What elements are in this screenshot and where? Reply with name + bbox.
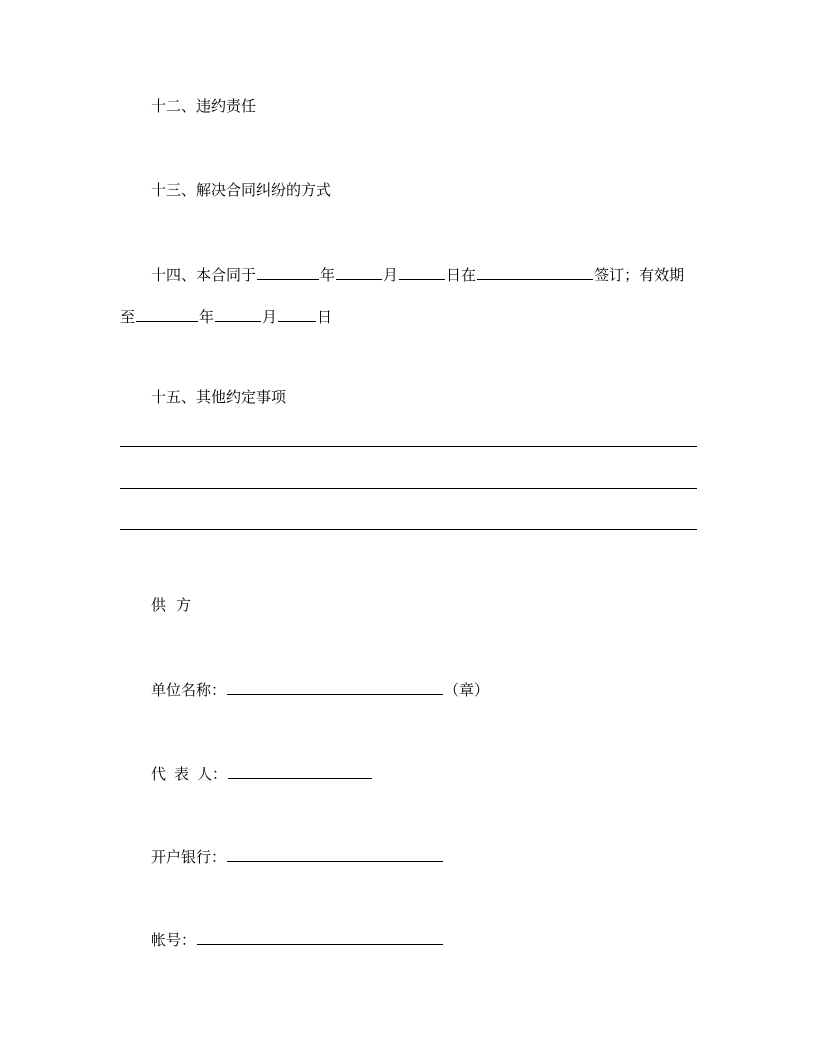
representative-field[interactable] — [228, 762, 372, 779]
sign-month-blank[interactable] — [336, 263, 382, 280]
rep-label-a: 代 — [151, 765, 167, 783]
clause-14-line-2 — [120, 305, 332, 325]
account-label: 帐号： — [151, 931, 197, 949]
sign-day-blank[interactable] — [399, 263, 445, 280]
clause-15 — [151, 387, 286, 407]
clause-14-line-1 — [151, 263, 684, 283]
valid-year-blank[interactable] — [136, 305, 198, 322]
valid-month-blank[interactable] — [215, 305, 261, 322]
clause-12-text: 十二、违约责任 — [151, 97, 257, 115]
clause-12 — [151, 96, 256, 116]
clause-14-prefix: 十四、本合同于 — [151, 266, 257, 284]
bank-field[interactable] — [227, 845, 443, 862]
day-at-label: 日在 — [446, 266, 477, 284]
clause-15-text: 十五、其他约定事项 — [151, 388, 287, 406]
until-label: 至 — [120, 308, 136, 326]
unit-name-label: 单位名称： — [151, 681, 227, 699]
month2-label: 月 — [262, 308, 278, 326]
seal-label: （章） — [444, 681, 490, 699]
year2-label: 年 — [199, 308, 215, 326]
sign-place-blank[interactable] — [477, 263, 593, 280]
supplier-heading-b: 方 — [176, 596, 192, 614]
unit-name-field[interactable] — [227, 678, 443, 695]
clause-13-text: 十三、解决合同纠纷的方式 — [151, 181, 332, 199]
valid-day-blank[interactable] — [278, 305, 316, 322]
bank-label: 开户银行： — [151, 848, 227, 866]
account-field[interactable] — [197, 928, 443, 945]
account-row — [151, 928, 444, 948]
month-label: 月 — [383, 266, 399, 284]
bank-row — [151, 845, 444, 865]
rep-label-b: 表 — [174, 765, 190, 783]
day2-label: 日 — [317, 308, 333, 326]
signed-valid-label: 签订；有效期 — [594, 266, 685, 284]
other-terms-line-2[interactable] — [120, 488, 697, 489]
supplier-heading-a: 供 — [151, 596, 167, 614]
rep-label-c: 人： — [197, 765, 228, 783]
other-terms-line-1[interactable] — [120, 446, 697, 447]
year-label: 年 — [320, 266, 336, 284]
supplier-heading — [151, 595, 191, 615]
sign-year-blank[interactable] — [257, 263, 319, 280]
clause-13 — [151, 180, 331, 200]
other-terms-line-3[interactable] — [120, 529, 697, 530]
representative-row — [151, 762, 373, 782]
unit-name-row — [151, 678, 489, 698]
